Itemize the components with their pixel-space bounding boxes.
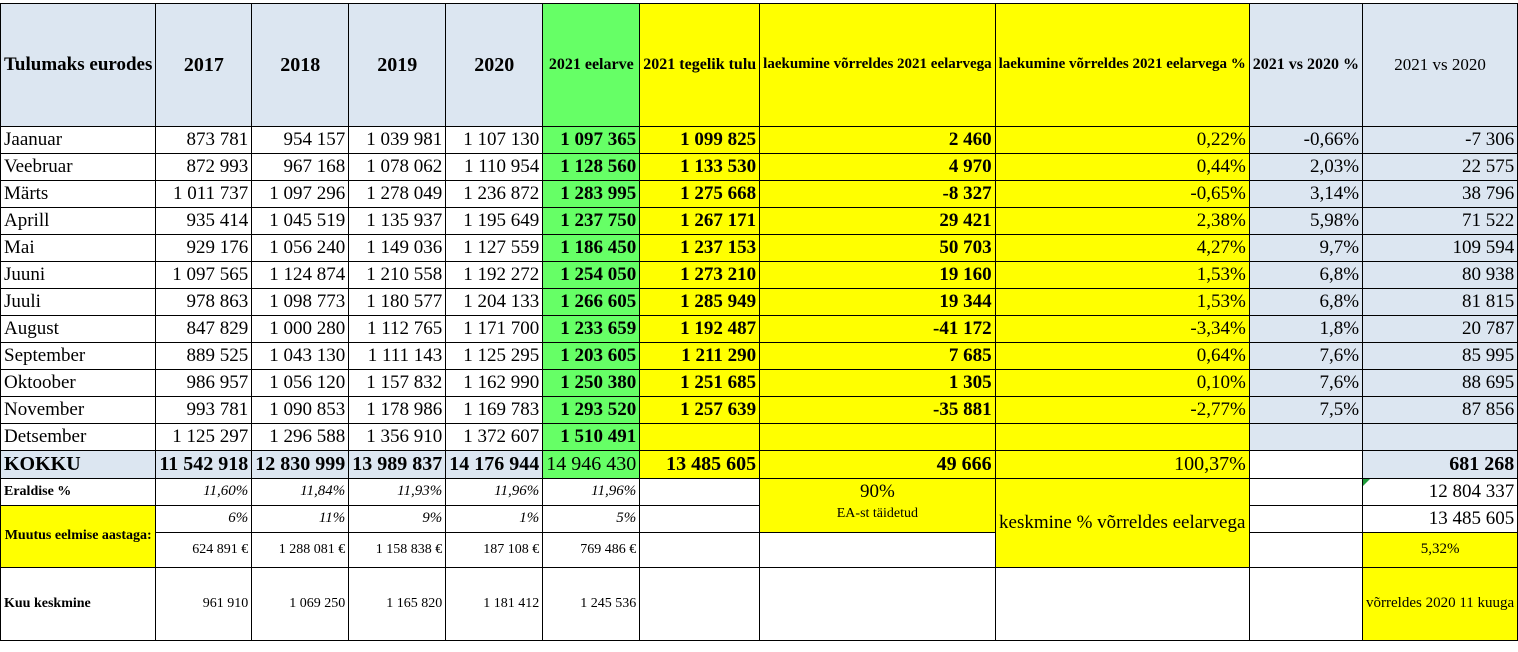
muutus-pct[interactable]: 5% bbox=[543, 506, 640, 533]
diff-cell[interactable]: 1 305 bbox=[760, 370, 995, 397]
header-diff-pct[interactable]: laekumine võrreldes 2021 eelarvega % bbox=[995, 4, 1249, 127]
total-y2020[interactable]: 14 176 944 bbox=[446, 451, 543, 479]
month-name-cell[interactable]: November bbox=[1, 397, 156, 424]
vs2020-pct-cell[interactable]: 5,98% bbox=[1249, 208, 1362, 235]
value-cell-y2018[interactable]: 1 097 296 bbox=[252, 181, 349, 208]
month-name-cell[interactable]: Oktoober bbox=[1, 370, 156, 397]
actual-cell[interactable]: 1 275 668 bbox=[640, 181, 760, 208]
budget-cell[interactable]: 1 203 605 bbox=[543, 343, 640, 370]
total-diff-pct[interactable]: 100,37% bbox=[995, 451, 1249, 479]
total-row bbox=[1, 451, 1518, 479]
table-row bbox=[1, 208, 1518, 235]
diff-cell[interactable]: -35 881 bbox=[760, 397, 995, 424]
muutus-pct[interactable]: 6% bbox=[156, 506, 252, 533]
diff-cell[interactable]: -8 327 bbox=[760, 181, 995, 208]
value-cell-y2020[interactable]: 1 204 133 bbox=[446, 289, 543, 316]
value-cell-y2019[interactable]: 1 078 062 bbox=[349, 154, 446, 181]
table-row bbox=[1, 424, 1518, 451]
value-cell-y2018[interactable]: 1 090 853 bbox=[252, 397, 349, 424]
vs-note[interactable]: võrreldes 2020 11 kuuga bbox=[1363, 568, 1518, 641]
table-row bbox=[1, 397, 1518, 424]
budget-cell[interactable]: 1 266 605 bbox=[543, 289, 640, 316]
value-cell-y2017[interactable]: 872 993 bbox=[156, 154, 252, 181]
total-vs2020-pct[interactable] bbox=[1249, 451, 1362, 479]
value-cell-y2017[interactable]: 873 781 bbox=[156, 127, 252, 154]
empty-cell[interactable] bbox=[1249, 568, 1362, 641]
month-name-cell[interactable]: Märts bbox=[1, 181, 156, 208]
avg-pct-label[interactable]: keskmine % võrreldes eelarvega bbox=[995, 479, 1249, 568]
empty-cell[interactable] bbox=[995, 568, 1249, 641]
budget-cell[interactable]: 1 250 380 bbox=[543, 370, 640, 397]
month-name-cell[interactable]: Juuni bbox=[1, 262, 156, 289]
total-vs2020[interactable]: 681 268 bbox=[1363, 451, 1518, 479]
empty-cell[interactable] bbox=[760, 533, 995, 568]
vs2020-cell[interactable]: 87 856 bbox=[1363, 397, 1518, 424]
vs-pct-summary[interactable]: 5,32% bbox=[1363, 533, 1518, 568]
empty-cell[interactable] bbox=[1249, 506, 1362, 533]
vs-total-b[interactable]: 13 485 605 bbox=[1363, 506, 1518, 533]
vs2020-cell[interactable]: -7 306 bbox=[1363, 127, 1518, 154]
total-actual[interactable]: 13 485 605 bbox=[640, 451, 760, 479]
vs2020-pct-cell[interactable]: 7,5% bbox=[1249, 397, 1362, 424]
vs2020-pct-cell[interactable] bbox=[1249, 424, 1362, 451]
value-cell-y2017[interactable]: 993 781 bbox=[156, 397, 252, 424]
diff-pct-cell[interactable]: 0,22% bbox=[995, 127, 1249, 154]
value-cell-y2020[interactable]: 1 236 872 bbox=[446, 181, 543, 208]
eraldise-value[interactable]: 11,93% bbox=[349, 479, 446, 506]
table-row bbox=[1, 235, 1518, 262]
fulfilled-pct: 90% bbox=[859, 481, 895, 502]
diff-pct-cell[interactable]: 0,44% bbox=[995, 154, 1249, 181]
diff-pct-cell[interactable]: 4,27% bbox=[995, 235, 1249, 262]
value-cell-y2019[interactable]: 1 135 937 bbox=[349, 208, 446, 235]
value-cell-y2017[interactable]: 1 011 737 bbox=[156, 181, 252, 208]
budget-cell[interactable]: 1 237 750 bbox=[543, 208, 640, 235]
value-cell-y2020[interactable]: 1 372 607 bbox=[446, 424, 543, 451]
budget-cell[interactable]: 1 233 659 bbox=[543, 316, 640, 343]
header-2020[interactable]: 2020 bbox=[446, 4, 543, 127]
muutus-pct[interactable]: 1% bbox=[446, 506, 543, 533]
table-row bbox=[1, 316, 1518, 343]
actual-cell[interactable]: 1 133 530 bbox=[640, 154, 760, 181]
value-cell-y2019[interactable]: 1 180 577 bbox=[349, 289, 446, 316]
value-cell-y2019[interactable]: 1 356 910 bbox=[349, 424, 446, 451]
muutus-eur[interactable]: 187 108 € bbox=[446, 533, 543, 568]
actual-cell[interactable]: 1 237 153 bbox=[640, 235, 760, 262]
value-cell-y2017[interactable]: 1 125 297 bbox=[156, 424, 252, 451]
value-cell-y2017[interactable]: 929 176 bbox=[156, 235, 252, 262]
kuu-value[interactable]: 1 165 820 bbox=[349, 568, 446, 641]
eraldise-row bbox=[1, 479, 1518, 506]
muutus-eur[interactable]: 1 158 838 € bbox=[349, 533, 446, 568]
vs2020-cell[interactable]: 20 787 bbox=[1363, 316, 1518, 343]
value-cell-y2019[interactable]: 1 111 143 bbox=[349, 343, 446, 370]
muutus-eur[interactable]: 1 288 081 € bbox=[252, 533, 349, 568]
table-row bbox=[1, 181, 1518, 208]
vs2020-pct-cell[interactable]: 3,14% bbox=[1249, 181, 1362, 208]
value-cell-y2018[interactable]: 1 056 240 bbox=[252, 235, 349, 262]
vs-total-a[interactable]: 12 804 337 bbox=[1363, 479, 1518, 506]
budget-cell[interactable]: 1 128 560 bbox=[543, 154, 640, 181]
vs2020-cell[interactable]: 80 938 bbox=[1363, 262, 1518, 289]
total-diff[interactable]: 49 666 bbox=[760, 451, 995, 479]
header-vs2020-pct[interactable]: 2021 vs 2020 % bbox=[1249, 4, 1362, 127]
budget-cell[interactable]: 1 254 050 bbox=[543, 262, 640, 289]
value-cell-y2018[interactable]: 1 296 588 bbox=[252, 424, 349, 451]
header-2017[interactable]: 2017 bbox=[156, 4, 252, 127]
month-name-cell[interactable]: August bbox=[1, 316, 156, 343]
diff-pct-cell[interactable]: 2,38% bbox=[995, 208, 1249, 235]
muutus-pct[interactable]: 9% bbox=[349, 506, 446, 533]
month-name-cell[interactable]: Mai bbox=[1, 235, 156, 262]
value-cell-y2018[interactable]: 1 056 120 bbox=[252, 370, 349, 397]
empty-cell[interactable] bbox=[640, 568, 760, 641]
table-row bbox=[1, 127, 1518, 154]
kuu-value[interactable]: 1 181 412 bbox=[446, 568, 543, 641]
diff-pct-cell[interactable]: 1,53% bbox=[995, 262, 1249, 289]
value-cell-y2020[interactable]: 1 171 700 bbox=[446, 316, 543, 343]
vs2020-cell[interactable]: 85 995 bbox=[1363, 343, 1518, 370]
eraldise-value[interactable]: 11,96% bbox=[543, 479, 640, 506]
muutus-label[interactable]: Muutus eelmise aastaga: bbox=[1, 506, 156, 568]
budget-cell[interactable]: 1 283 995 bbox=[543, 181, 640, 208]
diff-pct-cell[interactable]: -0,65% bbox=[995, 181, 1249, 208]
kuu-keskmine-row bbox=[1, 568, 1518, 641]
header-row bbox=[1, 4, 1518, 127]
value-cell-y2020[interactable]: 1 195 649 bbox=[446, 208, 543, 235]
value-cell-y2017[interactable]: 935 414 bbox=[156, 208, 252, 235]
vs2020-cell[interactable] bbox=[1363, 424, 1518, 451]
vs2020-pct-cell[interactable]: 6,8% bbox=[1249, 289, 1362, 316]
table-row bbox=[1, 262, 1518, 289]
value-cell-y2019[interactable]: 1 149 036 bbox=[349, 235, 446, 262]
value-cell-y2020[interactable]: 1 110 954 bbox=[446, 154, 543, 181]
actual-cell[interactable] bbox=[640, 424, 760, 451]
header-label[interactable]: Tulumaks eurodes bbox=[1, 4, 156, 127]
diff-cell[interactable]: 2 460 bbox=[760, 127, 995, 154]
kuu-value[interactable]: 1 245 536 bbox=[543, 568, 640, 641]
empty-cell[interactable] bbox=[640, 479, 760, 506]
fulfilled-cell[interactable] bbox=[760, 479, 995, 533]
actual-cell[interactable]: 1 257 639 bbox=[640, 397, 760, 424]
diff-pct-cell[interactable]: 0,64% bbox=[995, 343, 1249, 370]
eraldise-value[interactable]: 11,60% bbox=[156, 479, 252, 506]
diff-cell[interactable] bbox=[760, 424, 995, 451]
value-cell-y2018[interactable]: 1 045 519 bbox=[252, 208, 349, 235]
actual-cell[interactable]: 1 099 825 bbox=[640, 127, 760, 154]
diff-cell[interactable]: 19 344 bbox=[760, 289, 995, 316]
table-row bbox=[1, 289, 1518, 316]
actual-cell[interactable]: 1 273 210 bbox=[640, 262, 760, 289]
empty-cell[interactable] bbox=[760, 568, 995, 641]
total-y2018[interactable]: 12 830 999 bbox=[252, 451, 349, 479]
value-cell-y2020[interactable]: 1 162 990 bbox=[446, 370, 543, 397]
value-cell-y2020[interactable]: 1 107 130 bbox=[446, 127, 543, 154]
empty-cell[interactable] bbox=[640, 533, 760, 568]
value-cell-y2020[interactable]: 1 192 272 bbox=[446, 262, 543, 289]
month-name-cell[interactable]: Juuli bbox=[1, 289, 156, 316]
month-name-cell[interactable]: Detsember bbox=[1, 424, 156, 451]
diff-pct-cell[interactable]: -2,77% bbox=[995, 397, 1249, 424]
value-cell-y2018[interactable]: 1 098 773 bbox=[252, 289, 349, 316]
vs2020-cell[interactable]: 109 594 bbox=[1363, 235, 1518, 262]
diff-pct-cell[interactable]: 1,53% bbox=[995, 289, 1249, 316]
value-cell-y2020[interactable]: 1 127 559 bbox=[446, 235, 543, 262]
diff-pct-cell[interactable] bbox=[995, 424, 1249, 451]
vs2020-pct-cell[interactable]: 2,03% bbox=[1249, 154, 1362, 181]
diff-cell[interactable]: 50 703 bbox=[760, 235, 995, 262]
actual-cell[interactable]: 1 251 685 bbox=[640, 370, 760, 397]
diff-cell[interactable]: 4 970 bbox=[760, 154, 995, 181]
diff-pct-cell[interactable]: -3,34% bbox=[995, 316, 1249, 343]
muutus-pct[interactable]: 11% bbox=[252, 506, 349, 533]
vs2020-pct-cell[interactable]: -0,66% bbox=[1249, 127, 1362, 154]
kuu-value[interactable]: 961 910 bbox=[156, 568, 252, 641]
value-cell-y2020[interactable]: 1 125 295 bbox=[446, 343, 543, 370]
diff-cell[interactable]: 19 160 bbox=[760, 262, 995, 289]
month-name-cell[interactable]: Veebruar bbox=[1, 154, 156, 181]
eraldise-value[interactable]: 11,84% bbox=[252, 479, 349, 506]
actual-cell[interactable]: 1 267 171 bbox=[640, 208, 760, 235]
budget-cell[interactable]: 1 510 491 bbox=[543, 424, 640, 451]
month-name-cell[interactable]: Aprill bbox=[1, 208, 156, 235]
actual-cell[interactable]: 1 285 949 bbox=[640, 289, 760, 316]
diff-cell[interactable]: 29 421 bbox=[760, 208, 995, 235]
vs2020-pct-cell[interactable]: 9,7% bbox=[1249, 235, 1362, 262]
month-name-cell[interactable]: September bbox=[1, 343, 156, 370]
eraldise-label[interactable]: Eraldise % bbox=[1, 479, 156, 506]
value-cell-y2019[interactable]: 1 210 558 bbox=[349, 262, 446, 289]
vs2020-cell[interactable]: 81 815 bbox=[1363, 289, 1518, 316]
table-row bbox=[1, 154, 1518, 181]
tax-revenue-table bbox=[0, 3, 1518, 641]
header-2018[interactable]: 2018 bbox=[252, 4, 349, 127]
value-cell-y2019[interactable]: 1 178 986 bbox=[349, 397, 446, 424]
empty-cell[interactable] bbox=[1249, 479, 1362, 506]
value-cell-y2018[interactable]: 1 000 280 bbox=[252, 316, 349, 343]
value-cell-y2019[interactable]: 1 112 765 bbox=[349, 316, 446, 343]
kuu-label[interactable]: Kuu keskmine bbox=[1, 568, 156, 641]
total-y2019[interactable]: 13 989 837 bbox=[349, 451, 446, 479]
header-diff[interactable]: laekumine võrreldes 2021 eelarvega bbox=[760, 4, 995, 127]
vs2020-cell[interactable]: 88 695 bbox=[1363, 370, 1518, 397]
diff-cell[interactable]: -41 172 bbox=[760, 316, 995, 343]
budget-cell[interactable]: 1 186 450 bbox=[543, 235, 640, 262]
vs2020-cell[interactable]: 38 796 bbox=[1363, 181, 1518, 208]
kuu-value[interactable]: 1 069 250 bbox=[252, 568, 349, 641]
header-vs2020[interactable]: 2021 vs 2020 bbox=[1363, 4, 1518, 127]
actual-cell[interactable]: 1 192 487 bbox=[640, 316, 760, 343]
value-cell-y2017[interactable]: 986 957 bbox=[156, 370, 252, 397]
empty-cell[interactable] bbox=[1249, 533, 1362, 568]
empty-cell[interactable] bbox=[640, 506, 760, 533]
muutus-eur-row bbox=[1, 533, 1518, 568]
fulfilled-label: EA-st täidetud bbox=[836, 505, 919, 521]
value-cell-y2017[interactable]: 889 525 bbox=[156, 343, 252, 370]
muutus-eur[interactable]: 624 891 € bbox=[156, 533, 252, 568]
actual-cell[interactable]: 1 211 290 bbox=[640, 343, 760, 370]
value-cell-y2018[interactable]: 1 124 874 bbox=[252, 262, 349, 289]
vs2020-cell[interactable]: 22 575 bbox=[1363, 154, 1518, 181]
header-budget[interactable]: 2021 eelarve bbox=[543, 4, 640, 127]
diff-pct-cell[interactable]: 0,10% bbox=[995, 370, 1249, 397]
value-cell-y2017[interactable]: 847 829 bbox=[156, 316, 252, 343]
vs2020-pct-cell[interactable]: 6,8% bbox=[1249, 262, 1362, 289]
vs2020-pct-cell[interactable]: 7,6% bbox=[1249, 370, 1362, 397]
muutus-eur[interactable]: 769 486 € bbox=[543, 533, 640, 568]
value-cell-y2018[interactable]: 954 157 bbox=[252, 127, 349, 154]
vs2020-pct-cell[interactable]: 1,8% bbox=[1249, 316, 1362, 343]
diff-cell[interactable]: 7 685 bbox=[760, 343, 995, 370]
eraldise-value[interactable]: 11,96% bbox=[446, 479, 543, 506]
budget-cell[interactable]: 1 097 365 bbox=[543, 127, 640, 154]
total-y2017[interactable]: 11 542 918 bbox=[156, 451, 252, 479]
value-cell-y2019[interactable]: 1 039 981 bbox=[349, 127, 446, 154]
month-name-cell[interactable]: Jaanuar bbox=[1, 127, 156, 154]
value-cell-y2018[interactable]: 1 043 130 bbox=[252, 343, 349, 370]
vs2020-cell[interactable]: 71 522 bbox=[1363, 208, 1518, 235]
value-cell-y2017[interactable]: 1 097 565 bbox=[156, 262, 252, 289]
value-cell-y2019[interactable]: 1 278 049 bbox=[349, 181, 446, 208]
value-cell-y2020[interactable]: 1 169 783 bbox=[446, 397, 543, 424]
table-row bbox=[1, 370, 1518, 397]
table-row bbox=[1, 343, 1518, 370]
header-2019[interactable]: 2019 bbox=[349, 4, 446, 127]
muutus-row bbox=[1, 506, 1518, 533]
value-cell-y2019[interactable]: 1 157 832 bbox=[349, 370, 446, 397]
total-budget[interactable]: 14 946 430 bbox=[543, 451, 640, 479]
header-actual[interactable]: 2021 tegelik tulu bbox=[640, 4, 760, 127]
value-cell-y2018[interactable]: 967 168 bbox=[252, 154, 349, 181]
vs2020-pct-cell[interactable]: 7,6% bbox=[1249, 343, 1362, 370]
total-label[interactable]: KOKKU bbox=[1, 451, 156, 479]
budget-cell[interactable]: 1 293 520 bbox=[543, 397, 640, 424]
value-cell-y2017[interactable]: 978 863 bbox=[156, 289, 252, 316]
